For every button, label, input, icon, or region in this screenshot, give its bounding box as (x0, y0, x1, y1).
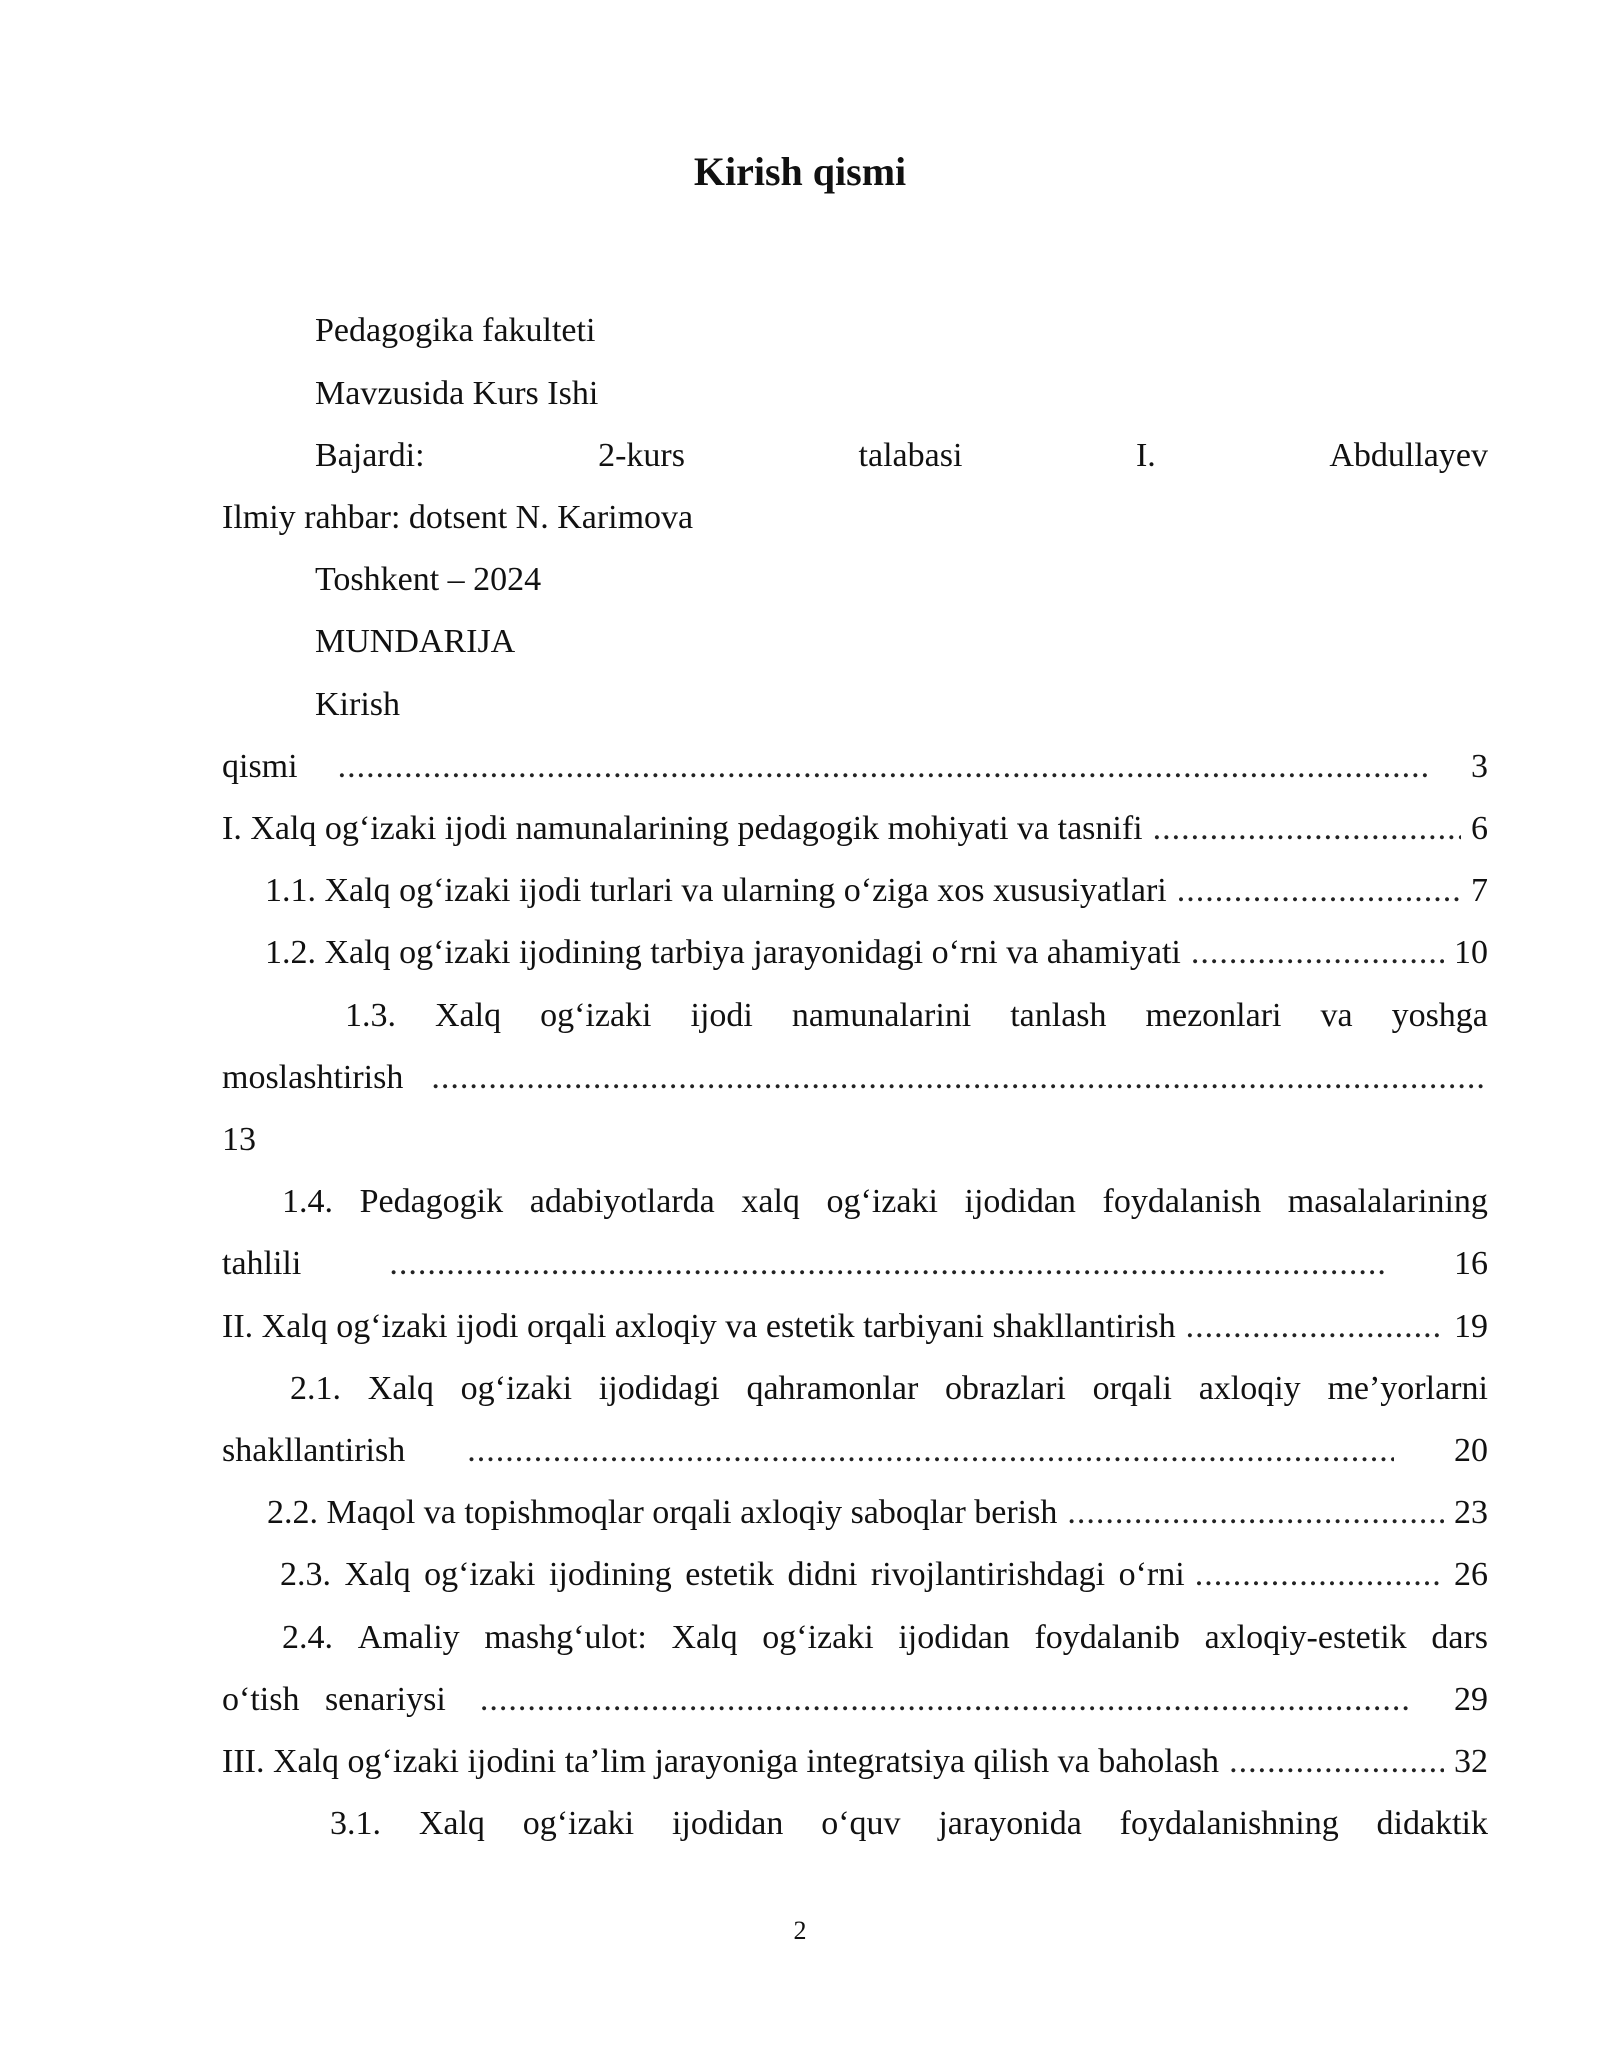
dot-leader (1195, 1549, 1444, 1601)
word: o‘quv (821, 1805, 901, 1842)
toc-entry-1-2[interactable] (265, 927, 1488, 979)
word: Pedagogik (359, 1183, 504, 1220)
word: og‘izaki (460, 1370, 573, 1407)
dot-leader (389, 1238, 1384, 1290)
toc-entry-text: II. Xalq og‘izaki ijodi orqali axloqiy va estetik tarbiyani shakllantirish (222, 1308, 1176, 1345)
toc-entry-section-1[interactable] (222, 803, 1488, 855)
toc-entry-1-1[interactable] (265, 865, 1488, 917)
intro-word-line: Kirish (315, 686, 400, 723)
word: axloqiy (1198, 1370, 1301, 1407)
toc-entry-1-4[interactable] (282, 1176, 1488, 1228)
word: ijodidan (671, 1805, 784, 1842)
supervisor-line: Ilmiy rahbar: dotsent N. Karimova (222, 499, 694, 536)
dot-leader (1191, 927, 1444, 979)
toc-page-number: 13 (222, 1121, 256, 1158)
toc-entry-text: I. Xalq og‘izaki ijodi namunalarining pedagogik mohiyati va tasnifi (222, 810, 1143, 847)
word: me’yorlarni (1327, 1370, 1488, 1407)
word: yoshga (1391, 997, 1488, 1034)
dot-leader (480, 1674, 1410, 1726)
toc-entry-section-2[interactable] (222, 1301, 1488, 1353)
word: og‘izaki (826, 1183, 938, 1220)
word: foydalanib (1034, 1619, 1180, 1656)
page-title: Kirish qismi (693, 149, 907, 194)
contents-heading: MUNDARIJA (315, 623, 516, 660)
toc-entry-2-2[interactable] (267, 1487, 1488, 1539)
word: ijodidan (964, 1183, 1076, 1220)
word: axloqiy-estetik (1204, 1619, 1407, 1656)
toc-page-number: 3 (1471, 748, 1488, 785)
word: Xalq (435, 997, 502, 1034)
word: tanlash (1010, 997, 1107, 1034)
word: jarayonida (938, 1805, 1082, 1842)
word: adabiyotlarda (529, 1183, 715, 1220)
word: mezonlari (1145, 997, 1282, 1034)
word: og‘izaki (540, 997, 652, 1034)
toc-page-number: 19 (1454, 1308, 1488, 1345)
word: Amaliy (357, 1619, 460, 1656)
toc-entry-3-1[interactable] (330, 1798, 1488, 1850)
word: talabasi (858, 437, 963, 474)
toc-entry-2-3[interactable] (280, 1549, 1488, 1601)
topic-line: Mavzusida Kurs Ishi (315, 375, 599, 412)
word: og‘izaki (762, 1619, 874, 1656)
toc-entry-2-1[interactable] (290, 1363, 1488, 1415)
word: Abdullayev (1329, 437, 1488, 474)
faculty-line: Pedagogika fakulteti (315, 312, 596, 349)
word: 1.3. (345, 997, 396, 1034)
word: masalalarining (1287, 1183, 1488, 1220)
word: Bajardi: (315, 437, 425, 474)
toc-entry-text: 1.2. Xalq og‘izaki ijodining tarbiya jarayonidagi o‘rni va ahamiyati (265, 934, 1181, 971)
toc-entry-1-3[interactable] (345, 990, 1488, 1042)
word: foydalanishning (1119, 1805, 1339, 1842)
toc-page-number: 10 (1454, 934, 1488, 971)
toc-entry-text: shakllantirish (222, 1432, 406, 1469)
word: 1.4. (282, 1183, 333, 1220)
word: 2-kurs (598, 437, 685, 474)
toc-entry-intro[interactable] (222, 741, 1488, 793)
word: 2.4. (282, 1619, 333, 1656)
word: mashg‘ulot: (484, 1619, 647, 1656)
dot-leader (431, 1052, 1488, 1104)
performed-by-line (315, 430, 1488, 482)
word: didaktik (1376, 1805, 1488, 1842)
dot-leader (338, 741, 1431, 793)
toc-page-number: 20 (1454, 1432, 1488, 1469)
toc-entry-text: III. Xalq og‘izaki ijodini ta’lim jarayoniga integratsiya qilish va baholash (222, 1743, 1220, 1780)
toc-entry-2-4[interactable] (282, 1612, 1488, 1664)
word: Xalq (367, 1370, 434, 1407)
toc-entry-text: 1.1. Xalq og‘izaki ijodi turlari va ularning o‘ziga xos xususiyatlari (265, 872, 1167, 909)
word: qahramonlar (746, 1370, 919, 1407)
page-number: 2 (793, 1916, 807, 1945)
toc-page-number: 7 (1471, 872, 1488, 909)
toc-entry-text: 2.2. Maqol va topishmoqlar orqali axloqiy saboqlar berish (267, 1494, 1058, 1531)
word: obrazlari (945, 1370, 1066, 1407)
toc-entry-2-4-continuation (222, 1674, 1488, 1726)
toc-entry-text: 2.3. Xalq og‘izaki ijodining estetik didni rivojlantirishdagi o‘rni (280, 1556, 1185, 1593)
dot-leader (1153, 803, 1461, 855)
toc-entry-section-3[interactable] (222, 1736, 1488, 1788)
toc-entry-1-3-continuation (222, 1052, 1488, 1104)
toc-entry-2-1-continuation (222, 1425, 1488, 1477)
dot-leader (1229, 1736, 1444, 1788)
toc-page-number: 32 (1454, 1743, 1488, 1780)
word: Xalq (671, 1619, 738, 1656)
toc-entry-text: tahlili (222, 1245, 302, 1282)
toc-page-number: 26 (1454, 1556, 1488, 1593)
word: og‘izaki (522, 1805, 635, 1842)
word: ijodi (690, 997, 753, 1034)
word: dars (1431, 1619, 1488, 1656)
toc-entry-1-4-continuation (222, 1238, 1488, 1290)
dot-leader (1067, 1487, 1444, 1539)
word: xalq (741, 1183, 800, 1220)
word: ijodidan (898, 1619, 1010, 1656)
word: ijodidagi (598, 1370, 720, 1407)
word: Xalq (418, 1805, 485, 1842)
place-year-line: Toshkent – 2024 (315, 561, 542, 598)
toc-entry-text: qismi (222, 748, 298, 785)
toc-entry-text: moslashtirish (222, 1059, 404, 1096)
toc-page-number: 16 (1454, 1245, 1488, 1282)
word: foydalanish (1102, 1183, 1262, 1220)
dot-leader (1177, 865, 1461, 917)
toc-page-number: 6 (1471, 810, 1488, 847)
word: 2.1. (290, 1370, 341, 1407)
toc-page-number: 23 (1454, 1494, 1488, 1531)
toc-entry-text: o‘tish senariysi (222, 1681, 446, 1718)
word: namunalarini (791, 997, 972, 1034)
word: 3.1. (330, 1805, 381, 1842)
dot-leader (1186, 1301, 1444, 1353)
word: I. (1135, 437, 1156, 474)
word: va (1320, 997, 1353, 1034)
word: orqali (1092, 1370, 1172, 1407)
dot-leader (467, 1425, 1394, 1477)
toc-page-number: 29 (1454, 1681, 1488, 1718)
